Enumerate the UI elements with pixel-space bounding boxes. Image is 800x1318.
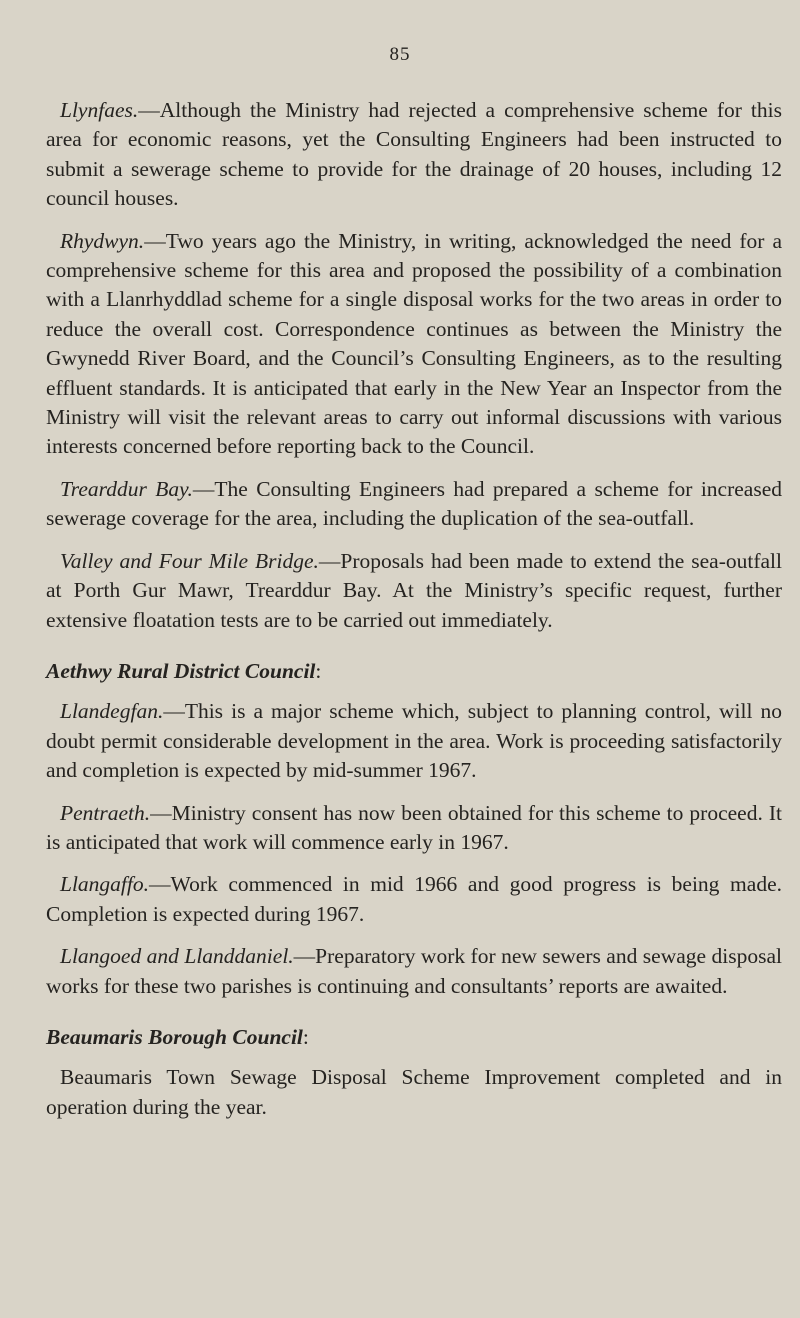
paragraph-text: —The Consulting Engineers had prepared a scheme for increased sewerage coverage for the area, including the duplication of the sea-outfall. — [46, 476, 782, 531]
paragraph-trearddur-bay — [46, 475, 782, 534]
paragraph-lead: Rhydwyn. — [60, 228, 145, 253]
page-number: 85 — [389, 44, 411, 65]
section-heading-colon: : — [302, 1024, 309, 1049]
paragraph-text: —Work commenced in mid 1966 and good progress is being made. Completion is expected during 1967. — [46, 872, 782, 926]
paragraph-lead: Llandegfan. — [60, 699, 164, 724]
paragraph-text: —Preparatory work for new sewers and sewage disposal works for these two parishes is continuing and consultants’ reports are awaited. — [46, 944, 782, 998]
section-heading-beaumaris — [46, 1023, 782, 1052]
section-heading-aethwy — [46, 657, 782, 686]
paragraph-beaumaris — [46, 1063, 782, 1122]
paragraph-lead: Valley and Four Mile Bridge. — [60, 548, 319, 573]
paragraph-llangaffo — [46, 870, 782, 929]
paragraph-lead: Llynfaes. — [60, 98, 139, 122]
paragraph-text: —Although the Ministry had rejected a comprehensive scheme for this area for economic reasons, yet the Consulting Engineers had been instructed to submit a sewerage scheme to provide for the drainage of 20 houses, including 12 council houses. — [46, 98, 782, 211]
section-heading-text: Beaumaris Borough Council — [46, 1024, 303, 1049]
paragraph-valley — [46, 547, 782, 635]
paragraph-llangoed — [46, 942, 782, 1001]
paragraph-text: —Ministry consent has now been obtained for this scheme to proceed. It is anticipated that work will commence early in 1967. — [46, 800, 782, 854]
paragraph-lead: Llangaffo. — [60, 872, 150, 897]
paragraph-lead: Pentraeth. — [60, 800, 151, 825]
paragraph-llandegfan — [46, 697, 782, 785]
section-heading-text: Aethwy Rural District Council — [46, 658, 316, 683]
section-heading-colon: : — [315, 658, 322, 683]
paragraph-text: —This is a major scheme which, subject to planning control, will no doubt permit considerable development in the area. Work is proceeding satisfactorily and completion is expected by mid-summer 1967. — [46, 699, 782, 783]
paragraph-lead: Trearddur Bay. — [60, 476, 193, 501]
page-body — [46, 96, 782, 1135]
paragraph-pentraeth — [46, 799, 782, 858]
paragraph-text: Beaumaris Town Sewage Disposal Scheme Improvement completed and in operation during the year. — [46, 1065, 782, 1119]
paragraph-lead: Llangoed and Llanddaniel. — [60, 944, 294, 969]
paragraph-llynfaes — [46, 96, 782, 214]
paragraph-text: —Proposals had been made to extend the sea-outfall at Porth Gur Mawr, Trearddur Bay. At the Ministry’s specific request, further extensive floatation tests are to be carried out immediately. — [46, 548, 782, 632]
paragraph-text: —Two years ago the Ministry, in writing, acknowledged the need for a comprehensive scheme for this area and proposed the possibility of a combination with a Llanrhyddlad scheme for a single disposal works for the two areas in order to reduce the overall cost. Correspondence continues as between the Ministry the Gwynedd River Board, and the Council’s Consulting Engineers, as to the resulting effluent standards. It is anticipated that early in the New Year an Inspector from the Ministry will visit the relevant areas to carry out informal discussions with various interests concerned before reporting back to the Council. — [46, 228, 782, 459]
paragraph-rhydwyn — [46, 227, 782, 462]
